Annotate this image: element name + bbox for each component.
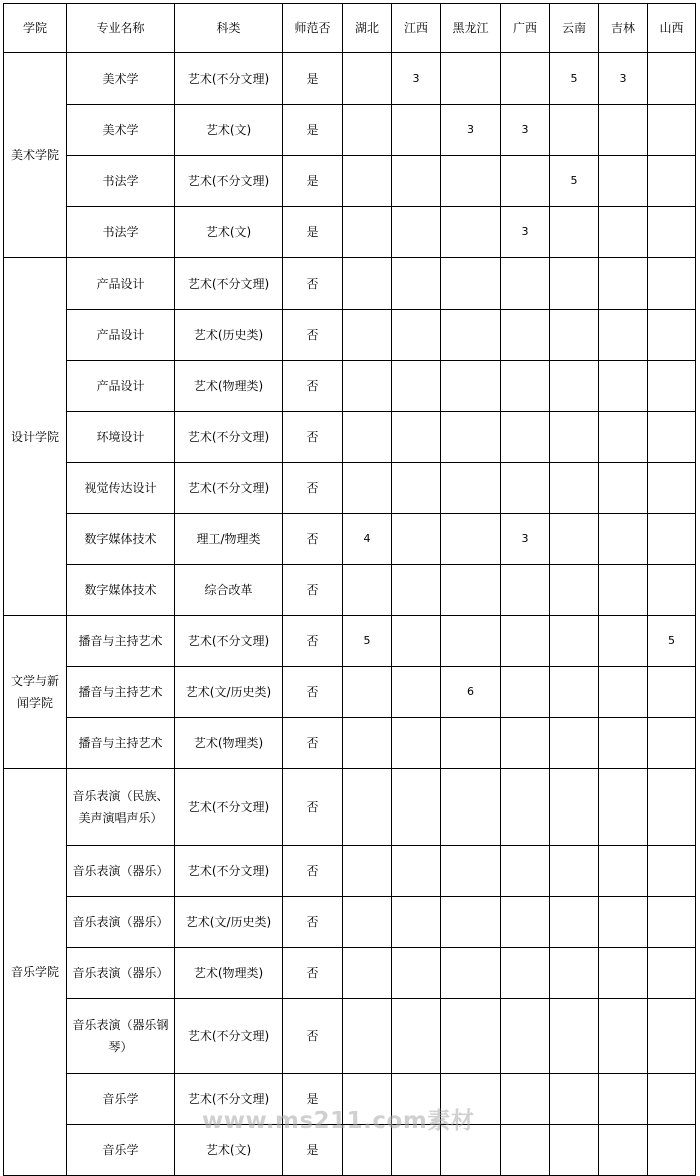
quota-cell <box>599 463 648 514</box>
quota-cell <box>441 463 501 514</box>
category-cell: 艺术(文) <box>175 207 283 258</box>
quota-cell <box>392 718 441 769</box>
quota-cell <box>392 897 441 948</box>
quota-cell: 5 <box>550 53 599 105</box>
major-cell: 播音与主持艺术 <box>67 667 175 718</box>
table-row <box>4 463 696 514</box>
quota-cell <box>550 463 599 514</box>
quota-cell <box>392 258 441 310</box>
table-row <box>4 258 696 310</box>
quota-cell <box>441 53 501 105</box>
quota-cell <box>550 565 599 616</box>
normal-cell: 是 <box>283 207 343 258</box>
normal-cell: 否 <box>283 769 343 846</box>
category-cell: 艺术(不分文理) <box>175 846 283 897</box>
watermark-text: www.ms211.com素材 <box>202 1108 475 1134</box>
quota-cell <box>392 105 441 156</box>
header-province-jilin: 吉林 <box>599 4 648 53</box>
normal-cell: 否 <box>283 999 343 1074</box>
quota-cell <box>599 361 648 412</box>
quota-cell <box>501 769 550 846</box>
table-row <box>4 769 696 846</box>
major-cell: 美术学 <box>67 105 175 156</box>
quota-cell <box>501 565 550 616</box>
major-cell: 美术学 <box>67 53 175 105</box>
quota-cell: 4 <box>343 514 392 565</box>
quota-cell <box>550 105 599 156</box>
category-cell: 艺术(物理类) <box>175 948 283 999</box>
quota-cell <box>501 948 550 999</box>
normal-cell: 否 <box>283 565 343 616</box>
category-cell: 艺术(文) <box>175 105 283 156</box>
quota-cell: 3 <box>501 514 550 565</box>
quota-cell <box>550 310 599 361</box>
quota-cell <box>343 565 392 616</box>
category-cell: 艺术(文) <box>175 1125 283 1176</box>
quota-cell <box>343 207 392 258</box>
quota-cell <box>343 1074 392 1125</box>
major-cell: 音乐表演（民族、美声演唱声乐） <box>67 769 175 846</box>
category-cell: 艺术(不分文理) <box>175 999 283 1074</box>
quota-cell <box>392 156 441 207</box>
quota-cell <box>648 897 696 948</box>
quota-cell <box>599 310 648 361</box>
quota-cell <box>441 1074 501 1125</box>
quota-cell: 5 <box>343 616 392 667</box>
college-cell: 音乐学院 <box>4 769 67 1176</box>
category-cell: 艺术(不分文理) <box>175 258 283 310</box>
category-cell: 艺术(物理类) <box>175 718 283 769</box>
quota-cell <box>648 53 696 105</box>
quota-cell <box>648 105 696 156</box>
quota-cell <box>648 948 696 999</box>
quota-cell <box>392 514 441 565</box>
normal-cell: 否 <box>283 412 343 463</box>
category-cell: 综合改革 <box>175 565 283 616</box>
normal-cell: 否 <box>283 897 343 948</box>
quota-cell <box>648 207 696 258</box>
header-province-guangxi: 广西 <box>501 4 550 53</box>
header-province-jiangxi: 江西 <box>392 4 441 53</box>
quota-cell <box>343 948 392 999</box>
major-cell: 环境设计 <box>67 412 175 463</box>
normal-cell: 是 <box>283 156 343 207</box>
quota-cell: 3 <box>501 207 550 258</box>
quota-cell <box>648 1074 696 1125</box>
quota-cell <box>343 105 392 156</box>
normal-cell: 否 <box>283 310 343 361</box>
quota-cell <box>501 310 550 361</box>
quota-cell <box>599 156 648 207</box>
quota-cell <box>599 565 648 616</box>
category-cell: 艺术(不分文理) <box>175 616 283 667</box>
quota-cell <box>343 769 392 846</box>
major-cell: 播音与主持艺术 <box>67 718 175 769</box>
quota-cell <box>599 258 648 310</box>
table-row <box>4 412 696 463</box>
quota-cell <box>550 769 599 846</box>
normal-cell: 否 <box>283 667 343 718</box>
quota-cell <box>501 53 550 105</box>
quota-cell <box>343 258 392 310</box>
quota-cell <box>501 999 550 1074</box>
quota-cell <box>599 412 648 463</box>
header-province-heilongjiang: 黑龙江 <box>441 4 501 53</box>
quota-cell: 3 <box>392 53 441 105</box>
quota-cell <box>441 207 501 258</box>
quota-cell <box>441 718 501 769</box>
category-cell: 艺术(历史类) <box>175 310 283 361</box>
header-province-hubei: 湖北 <box>343 4 392 53</box>
quota-cell <box>441 565 501 616</box>
admissions-table <box>3 3 696 1176</box>
category-cell: 艺术(不分文理) <box>175 769 283 846</box>
normal-cell: 是 <box>283 1074 343 1125</box>
normal-cell: 是 <box>283 105 343 156</box>
category-cell: 艺术(文/历史类) <box>175 897 283 948</box>
normal-cell: 是 <box>283 1125 343 1176</box>
quota-cell <box>501 1074 550 1125</box>
major-cell: 视觉传达设计 <box>67 463 175 514</box>
quota-cell <box>501 718 550 769</box>
quota-cell <box>648 361 696 412</box>
quota-cell <box>648 258 696 310</box>
quota-cell <box>343 156 392 207</box>
normal-cell: 否 <box>283 718 343 769</box>
quota-cell <box>392 310 441 361</box>
quota-cell <box>599 1074 648 1125</box>
quota-cell <box>343 361 392 412</box>
category-cell: 艺术(物理类) <box>175 361 283 412</box>
category-cell: 艺术(不分文理) <box>175 53 283 105</box>
quota-cell <box>441 412 501 463</box>
quota-cell <box>550 1125 599 1176</box>
quota-cell: 3 <box>599 53 648 105</box>
quota-cell <box>392 616 441 667</box>
table-row <box>4 1125 696 1176</box>
quota-cell: 5 <box>648 616 696 667</box>
major-cell: 数字媒体技术 <box>67 514 175 565</box>
quota-cell <box>441 156 501 207</box>
major-cell: 音乐表演（器乐） <box>67 897 175 948</box>
major-cell: 音乐表演（器乐钢琴） <box>67 999 175 1074</box>
quota-cell <box>392 948 441 999</box>
quota-cell <box>441 361 501 412</box>
quota-cell <box>392 361 441 412</box>
table-row <box>4 361 696 412</box>
quota-cell <box>648 667 696 718</box>
quota-cell <box>392 565 441 616</box>
quota-cell <box>648 999 696 1074</box>
quota-cell <box>392 667 441 718</box>
category-cell: 理工/物理类 <box>175 514 283 565</box>
quota-cell <box>599 897 648 948</box>
quota-cell <box>550 616 599 667</box>
quota-cell <box>648 463 696 514</box>
table-row <box>4 667 696 718</box>
quota-cell <box>599 207 648 258</box>
quota-cell <box>441 514 501 565</box>
quota-cell <box>648 769 696 846</box>
header-province-shanxi: 山西 <box>648 4 696 53</box>
table-row <box>4 999 696 1074</box>
normal-cell: 否 <box>283 361 343 412</box>
quota-cell <box>343 667 392 718</box>
quota-cell <box>501 412 550 463</box>
quota-cell <box>441 1125 501 1176</box>
quota-cell <box>343 999 392 1074</box>
admissions-table-container <box>3 3 696 1176</box>
quota-cell <box>392 999 441 1074</box>
quota-cell <box>550 207 599 258</box>
quota-cell <box>392 1074 441 1125</box>
quota-cell <box>343 53 392 105</box>
table-row <box>4 565 696 616</box>
header-college: 学院 <box>4 4 67 53</box>
quota-cell <box>343 412 392 463</box>
quota-cell <box>599 514 648 565</box>
quota-cell <box>501 897 550 948</box>
header-major: 专业名称 <box>67 4 175 53</box>
quota-cell <box>550 667 599 718</box>
quota-cell <box>599 999 648 1074</box>
quota-cell <box>648 514 696 565</box>
quota-cell <box>343 463 392 514</box>
normal-cell: 否 <box>283 616 343 667</box>
major-cell: 数字媒体技术 <box>67 565 175 616</box>
quota-cell <box>648 1125 696 1176</box>
quota-cell <box>441 616 501 667</box>
quota-cell <box>648 412 696 463</box>
quota-cell <box>550 361 599 412</box>
category-cell: 艺术(不分文理) <box>175 412 283 463</box>
table-row <box>4 310 696 361</box>
quota-cell <box>648 310 696 361</box>
quota-cell <box>550 999 599 1074</box>
header-row <box>4 4 696 53</box>
quota-cell <box>599 1125 648 1176</box>
quota-cell <box>599 769 648 846</box>
college-cell: 设计学院 <box>4 258 67 616</box>
quota-cell <box>392 463 441 514</box>
quota-cell <box>501 1125 550 1176</box>
normal-cell: 否 <box>283 948 343 999</box>
quota-cell <box>343 310 392 361</box>
quota-cell <box>501 361 550 412</box>
table-row <box>4 1074 696 1125</box>
quota-cell <box>550 258 599 310</box>
table-row <box>4 105 696 156</box>
normal-cell: 否 <box>283 258 343 310</box>
table-body <box>4 53 696 1176</box>
quota-cell <box>392 846 441 897</box>
table-row <box>4 897 696 948</box>
quota-cell: 5 <box>550 156 599 207</box>
quota-cell <box>501 156 550 207</box>
quota-cell <box>441 310 501 361</box>
quota-cell <box>648 565 696 616</box>
table-row <box>4 948 696 999</box>
quota-cell <box>501 846 550 897</box>
quota-cell <box>550 514 599 565</box>
quota-cell <box>550 846 599 897</box>
normal-cell: 否 <box>283 463 343 514</box>
quota-cell <box>343 897 392 948</box>
quota-cell <box>343 846 392 897</box>
quota-cell <box>441 897 501 948</box>
quota-cell: 3 <box>441 105 501 156</box>
quota-cell <box>550 948 599 999</box>
major-cell: 音乐学 <box>67 1074 175 1125</box>
quota-cell <box>648 718 696 769</box>
quota-cell <box>599 948 648 999</box>
quota-cell <box>392 207 441 258</box>
table-row <box>4 616 696 667</box>
major-cell: 音乐学 <box>67 1125 175 1176</box>
quota-cell <box>501 616 550 667</box>
quota-cell <box>392 769 441 846</box>
college-cell: 文学与新闻学院 <box>4 616 67 769</box>
quota-cell <box>599 616 648 667</box>
quota-cell <box>501 463 550 514</box>
quota-cell <box>599 667 648 718</box>
normal-cell: 否 <box>283 846 343 897</box>
college-cell: 美术学院 <box>4 53 67 258</box>
major-cell: 产品设计 <box>67 310 175 361</box>
table-row <box>4 718 696 769</box>
quota-cell <box>550 1074 599 1125</box>
quota-cell <box>441 999 501 1074</box>
quota-cell <box>599 105 648 156</box>
major-cell: 产品设计 <box>67 258 175 310</box>
category-cell: 艺术(不分文理) <box>175 1074 283 1125</box>
quota-cell <box>441 948 501 999</box>
major-cell: 产品设计 <box>67 361 175 412</box>
major-cell: 音乐表演（器乐） <box>67 846 175 897</box>
category-cell: 艺术(文/历史类) <box>175 667 283 718</box>
quota-cell <box>501 667 550 718</box>
header-category: 科类 <box>175 4 283 53</box>
quota-cell <box>441 258 501 310</box>
major-cell: 书法学 <box>67 156 175 207</box>
quota-cell <box>648 156 696 207</box>
quota-cell <box>343 718 392 769</box>
quota-cell <box>441 769 501 846</box>
header-province-yunnan: 云南 <box>550 4 599 53</box>
table-row <box>4 207 696 258</box>
table-row <box>4 156 696 207</box>
quota-cell: 6 <box>441 667 501 718</box>
header-normal: 师范否 <box>283 4 343 53</box>
quota-cell <box>550 412 599 463</box>
quota-cell <box>343 1125 392 1176</box>
table-row <box>4 846 696 897</box>
quota-cell <box>441 846 501 897</box>
quota-cell: 3 <box>501 105 550 156</box>
major-cell: 播音与主持艺术 <box>67 616 175 667</box>
quota-cell <box>599 718 648 769</box>
quota-cell <box>599 846 648 897</box>
quota-cell <box>648 846 696 897</box>
table-row <box>4 514 696 565</box>
quota-cell <box>550 897 599 948</box>
major-cell: 书法学 <box>67 207 175 258</box>
category-cell: 艺术(不分文理) <box>175 463 283 514</box>
category-cell: 艺术(不分文理) <box>175 156 283 207</box>
quota-cell <box>501 258 550 310</box>
quota-cell <box>550 718 599 769</box>
table-row <box>4 53 696 105</box>
normal-cell: 否 <box>283 514 343 565</box>
quota-cell <box>392 1125 441 1176</box>
normal-cell: 是 <box>283 53 343 105</box>
major-cell: 音乐表演（器乐） <box>67 948 175 999</box>
quota-cell <box>392 412 441 463</box>
